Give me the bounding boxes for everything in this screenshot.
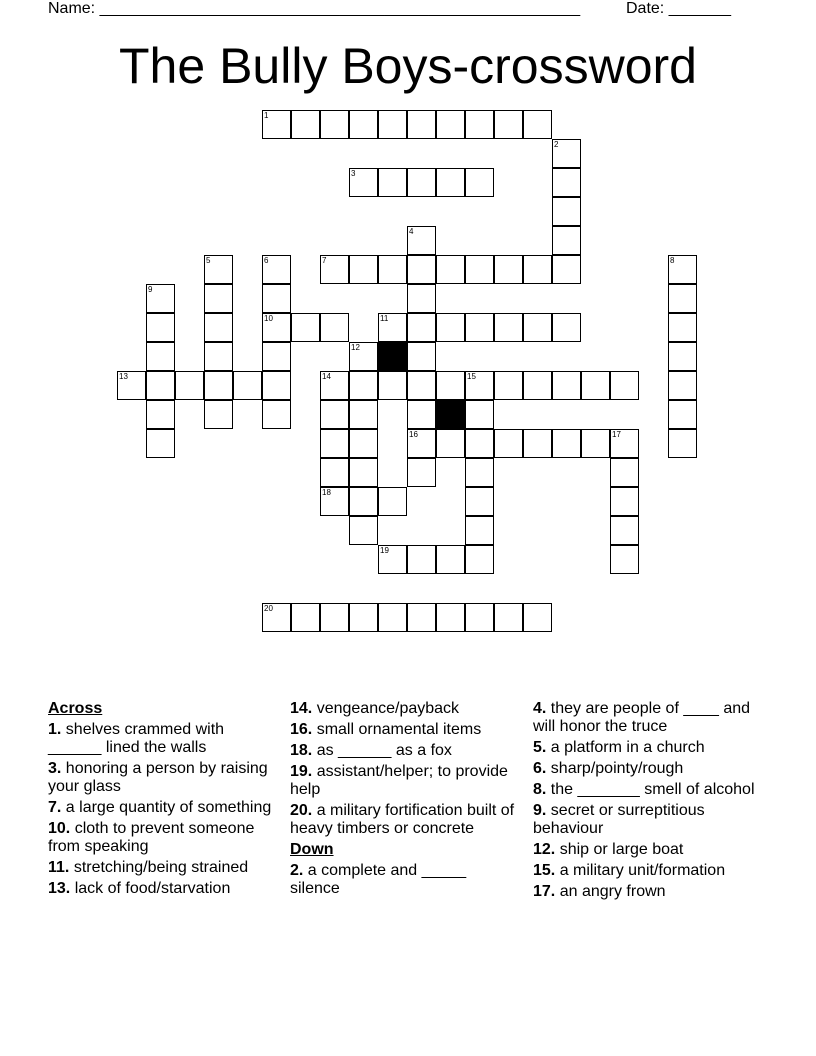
grid-cell[interactable]	[146, 284, 175, 313]
grid-cell[interactable]	[465, 603, 494, 632]
grid-cell[interactable]	[552, 226, 581, 255]
grid-cell[interactable]	[436, 255, 465, 284]
grid-cell[interactable]	[668, 371, 697, 400]
clue-down-2	[290, 862, 520, 898]
clue-number-label: 14	[322, 372, 331, 381]
grid-cell[interactable]	[320, 458, 349, 487]
clue-down-4	[533, 700, 773, 736]
grid-cell[interactable]	[262, 603, 291, 632]
grid-cell[interactable]	[668, 429, 697, 458]
clue-number-label: 11	[380, 314, 389, 323]
grid-cell[interactable]	[262, 342, 291, 371]
clue-number-label: 4	[409, 227, 414, 236]
grid-cell[interactable]	[610, 458, 639, 487]
grid-cell[interactable]	[610, 429, 639, 458]
clue-text: ship or large boat	[559, 841, 684, 858]
clue-number: 3.	[48, 760, 62, 777]
clue-down-5	[533, 739, 773, 757]
grid-cell[interactable]	[146, 371, 175, 400]
grid-cell[interactable]	[523, 429, 552, 458]
grid-cell[interactable]	[378, 168, 407, 197]
grid-cell[interactable]	[320, 400, 349, 429]
grid-cell[interactable]	[407, 284, 436, 313]
clue-number: 17.	[533, 883, 556, 900]
grid-cell[interactable]	[407, 168, 436, 197]
grid-cell[interactable]	[523, 110, 552, 139]
clue-number-label: 8	[670, 256, 675, 265]
grid-cell[interactable]	[407, 545, 436, 574]
grid-cell[interactable]	[465, 487, 494, 516]
black-square	[436, 400, 465, 429]
clue-number: 4.	[533, 700, 547, 717]
grid-cell[interactable]	[465, 545, 494, 574]
grid-cell[interactable]	[436, 545, 465, 574]
grid-cell[interactable]	[146, 342, 175, 371]
grid-cell[interactable]	[204, 313, 233, 342]
grid-cell[interactable]	[320, 603, 349, 632]
grid-cell[interactable]	[320, 255, 349, 284]
grid-cell[interactable]	[494, 313, 523, 342]
grid-cell[interactable]	[233, 371, 262, 400]
clue-text: a military unit/formation	[559, 862, 726, 879]
grid-cell[interactable]	[552, 371, 581, 400]
grid-cell[interactable]	[494, 110, 523, 139]
grid-cell[interactable]	[494, 603, 523, 632]
grid-cell[interactable]	[146, 400, 175, 429]
clue-text: a platform in a church	[550, 739, 705, 756]
grid-cell[interactable]	[610, 545, 639, 574]
grid-cell[interactable]	[494, 429, 523, 458]
grid-cell[interactable]	[349, 603, 378, 632]
grid-cell[interactable]	[378, 603, 407, 632]
grid-cell[interactable]	[349, 168, 378, 197]
clue-number: 13.	[48, 880, 71, 897]
grid-cell[interactable]	[378, 545, 407, 574]
clue-across-19	[290, 763, 520, 799]
clue-number: 16.	[290, 721, 313, 738]
grid-cell[interactable]	[668, 400, 697, 429]
clue-across-3	[48, 760, 278, 796]
grid-cell[interactable]	[291, 313, 320, 342]
grid-cell[interactable]	[436, 110, 465, 139]
clue-across-1	[48, 721, 278, 757]
clue-text: vengeance/payback	[316, 700, 460, 717]
grid-cell[interactable]	[610, 516, 639, 545]
grid-cell[interactable]	[349, 255, 378, 284]
clue-number-label: 9	[148, 285, 153, 294]
grid-cell[interactable]	[262, 284, 291, 313]
grid-cell[interactable]	[668, 342, 697, 371]
clue-text: a complete and _____ silence	[290, 862, 467, 897]
clue-across-10	[48, 820, 278, 856]
grid-cell[interactable]	[262, 400, 291, 429]
grid-cell[interactable]	[465, 110, 494, 139]
clue-across-11	[48, 859, 278, 877]
clue-number-label: 2	[554, 140, 559, 149]
grid-cell[interactable]	[436, 168, 465, 197]
clue-text: they are people of ____ and will honor the truce	[533, 700, 751, 735]
clue-text: stretching/being strained	[73, 859, 249, 876]
grid-cell[interactable]	[349, 458, 378, 487]
grid-cell[interactable]	[320, 110, 349, 139]
grid-cell[interactable]	[378, 487, 407, 516]
clue-number: 9.	[533, 802, 547, 819]
clue-column-1	[48, 700, 278, 901]
grid-cell[interactable]	[378, 110, 407, 139]
grid-cell[interactable]	[668, 313, 697, 342]
grid-cell[interactable]	[407, 110, 436, 139]
clue-number-label: 19	[380, 546, 389, 555]
grid-cell[interactable]	[349, 342, 378, 371]
clue-text: as ______ as a fox	[316, 742, 452, 759]
grid-cell[interactable]	[436, 313, 465, 342]
clue-across-20	[290, 802, 520, 838]
grid-cell[interactable]	[349, 371, 378, 400]
clue-number: 8.	[533, 781, 547, 798]
clue-text: lack of food/starvation	[74, 880, 231, 897]
clue-text: an angry frown	[559, 883, 666, 900]
clue-column-3	[533, 700, 773, 904]
grid-cell[interactable]	[494, 371, 523, 400]
clue-down-8	[533, 781, 773, 799]
grid-cell[interactable]	[581, 429, 610, 458]
clue-number-label: 18	[322, 488, 331, 497]
clue-number: 12.	[533, 841, 556, 858]
clue-text: small ornamental items	[316, 721, 482, 738]
clue-across-13	[48, 880, 278, 898]
clue-down-6	[533, 760, 773, 778]
grid-cell[interactable]	[204, 342, 233, 371]
grid-cell[interactable]	[552, 429, 581, 458]
black-square	[378, 342, 407, 371]
grid-cell[interactable]	[378, 371, 407, 400]
grid-cell[interactable]	[552, 255, 581, 284]
grid-cell[interactable]	[262, 255, 291, 284]
grid-cell[interactable]	[465, 255, 494, 284]
clue-number: 6.	[533, 760, 547, 777]
grid-cell[interactable]	[436, 371, 465, 400]
clue-text: the _______ smell of alcohol	[550, 781, 755, 798]
grid-cell[interactable]	[407, 458, 436, 487]
clue-number: 20.	[290, 802, 313, 819]
clue-text: honoring a person by raising your glass	[48, 760, 268, 795]
clue-across-7	[48, 799, 278, 817]
across-heading: Across	[48, 700, 103, 717]
grid-cell[interactable]	[262, 313, 291, 342]
grid-cell[interactable]	[204, 400, 233, 429]
grid-cell[interactable]	[523, 371, 552, 400]
clue-across-14	[290, 700, 520, 718]
grid-cell[interactable]	[204, 284, 233, 313]
clue-number: 7.	[48, 799, 62, 816]
grid-cell[interactable]	[552, 197, 581, 226]
grid-cell[interactable]	[407, 400, 436, 429]
grid-cell[interactable]	[610, 487, 639, 516]
grid-cell[interactable]	[407, 429, 436, 458]
grid-cell[interactable]	[523, 255, 552, 284]
clue-across-16	[290, 721, 520, 739]
grid-cell[interactable]	[349, 429, 378, 458]
clue-text: assistant/helper; to provide help	[290, 763, 508, 798]
grid-cell[interactable]	[407, 603, 436, 632]
clue-down-9	[533, 802, 773, 838]
clue-number-label: 17	[612, 430, 621, 439]
clue-down-17	[533, 883, 773, 901]
grid-cell[interactable]	[610, 371, 639, 400]
grid-cell[interactable]	[320, 371, 349, 400]
grid-cell[interactable]	[407, 226, 436, 255]
clue-text: a military fortification built of heavy timbers or concrete	[290, 802, 515, 837]
grid-cell[interactable]	[552, 313, 581, 342]
clue-number-label: 3	[351, 169, 356, 178]
clue-number-label: 16	[409, 430, 418, 439]
grid-cell[interactable]	[291, 603, 320, 632]
grid-cell[interactable]	[291, 110, 320, 139]
grid-cell[interactable]	[146, 429, 175, 458]
clue-number-label: 7	[322, 256, 327, 265]
grid-cell[interactable]	[407, 255, 436, 284]
grid-cell[interactable]	[436, 603, 465, 632]
grid-cell[interactable]	[204, 371, 233, 400]
grid-cell[interactable]	[552, 139, 581, 168]
clue-number-label: 10	[264, 314, 273, 323]
grid-cell[interactable]	[378, 255, 407, 284]
clue-number: 10.	[48, 820, 71, 837]
date-field: Date: _______	[626, 0, 731, 17]
clue-number-label: 20	[264, 604, 273, 613]
clue-number-label: 6	[264, 256, 269, 265]
grid-cell[interactable]	[349, 110, 378, 139]
grid-cell[interactable]	[117, 371, 146, 400]
clue-number: 1.	[48, 721, 62, 738]
name-field: Name: ______________________________________________________	[48, 0, 581, 17]
clue-number-label: 1	[264, 111, 269, 120]
clue-number: 19.	[290, 763, 313, 780]
clue-number: 11.	[48, 859, 70, 876]
grid-cell[interactable]	[175, 371, 204, 400]
grid-cell[interactable]	[407, 342, 436, 371]
clue-across-18	[290, 742, 520, 760]
clue-number-label: 15	[467, 372, 476, 381]
grid-cell[interactable]	[668, 284, 697, 313]
grid-cell[interactable]	[581, 371, 610, 400]
grid-cell[interactable]	[465, 429, 494, 458]
clue-number: 18.	[290, 742, 313, 759]
clue-number-label: 13	[119, 372, 128, 381]
grid-cell[interactable]	[465, 400, 494, 429]
grid-cell[interactable]	[349, 516, 378, 545]
clue-text: secret or surreptitious behaviour	[533, 802, 705, 837]
grid-cell[interactable]	[523, 603, 552, 632]
clue-text: cloth to prevent someone from speaking	[48, 820, 255, 855]
grid-cell[interactable]	[465, 168, 494, 197]
grid-cell[interactable]	[320, 487, 349, 516]
grid-cell[interactable]	[668, 255, 697, 284]
clue-number: 14.	[290, 700, 313, 717]
clue-text: a large quantity of something	[65, 799, 272, 816]
grid-cell[interactable]	[320, 313, 349, 342]
clue-number: 15.	[533, 862, 556, 879]
grid-cell[interactable]	[494, 255, 523, 284]
grid-cell[interactable]	[552, 168, 581, 197]
grid-cell[interactable]	[204, 255, 233, 284]
page-title: The Bully Boys-crossword	[119, 38, 697, 94]
grid-cell[interactable]	[436, 429, 465, 458]
clue-down-15	[533, 862, 773, 880]
clue-column-2	[290, 700, 520, 901]
grid-cell[interactable]	[523, 313, 552, 342]
clue-number: 2.	[290, 862, 304, 879]
clue-down-12	[533, 841, 773, 859]
grid-cell[interactable]	[378, 313, 407, 342]
grid-cell[interactable]	[349, 400, 378, 429]
grid-cell[interactable]	[262, 371, 291, 400]
grid-cell[interactable]	[349, 487, 378, 516]
grid-cell[interactable]	[465, 313, 494, 342]
clue-text: shelves crammed with ______ lined the walls	[48, 721, 225, 756]
grid-cell[interactable]	[262, 110, 291, 139]
grid-cell[interactable]	[407, 313, 436, 342]
grid-cell[interactable]	[146, 313, 175, 342]
grid-cell[interactable]	[465, 371, 494, 400]
grid-cell[interactable]	[407, 371, 436, 400]
down-heading: Down	[290, 841, 334, 858]
clue-number: 5.	[533, 739, 547, 756]
clue-number-label: 12	[351, 343, 360, 352]
grid-cell[interactable]	[465, 516, 494, 545]
clue-number-label: 5	[206, 256, 211, 265]
grid-cell[interactable]	[320, 429, 349, 458]
clue-text: sharp/pointy/rough	[550, 760, 684, 777]
grid-cell[interactable]	[465, 458, 494, 487]
